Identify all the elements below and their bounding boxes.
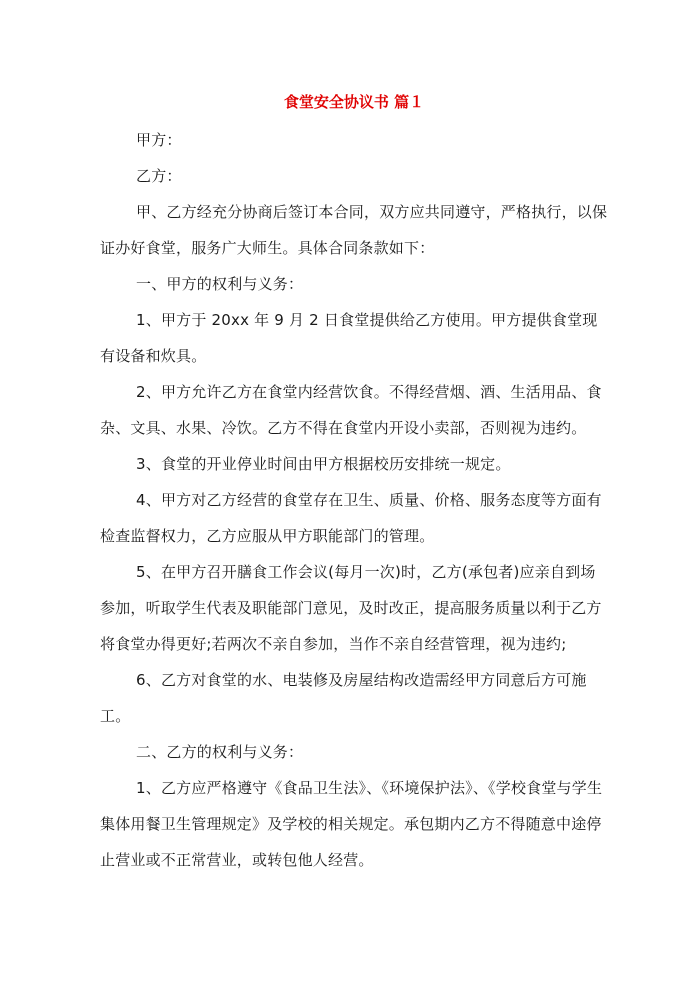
preamble-paragraph: 甲、乙方经充分协商后签订本合同，双方应共同遵守，严格执行，以保证办好食堂，服务广大师生。具体合同条款如下： bbox=[100, 203, 608, 257]
document-title: 食堂安全协议书 篇１ bbox=[283, 93, 425, 111]
clause-b-1: 1、乙方应严格遵守《食品卫生法》、《环境保护法》、《学校食堂与学生集体用餐卫生管理规定》及学校的相关规定。承包期内乙方不得随意中途停止营业或不正常营业，或转包他人经营。 bbox=[100, 779, 603, 869]
clause-a-3: 3、食堂的开业停业时间由甲方根据校历安排统一规定。 bbox=[136, 455, 511, 473]
section-heading-party-b: 二、乙方的权利与义务： bbox=[136, 743, 304, 761]
section-heading-party-a: 一、甲方的权利与义务： bbox=[136, 275, 304, 293]
clause-a-2: 2、甲方允许乙方在食堂内经营饮食。不得经营烟、酒、生活用品、食杂、文具、水果、冷饮。乙方不得在食堂内开设小卖部，否则视为违约。 bbox=[100, 383, 602, 437]
party-a-line: 甲方： bbox=[136, 131, 182, 149]
clause-a-1: 1、甲方于 20xx 年 9 月 2 日食堂提供给乙方使用。甲方提供食堂现有设备和炊具。 bbox=[100, 311, 598, 365]
clause-a-6: 6、乙方对食堂的水、电装修及房屋结构改造需经甲方同意后方可施工。 bbox=[100, 671, 587, 725]
clause-a-4: 4、甲方对乙方经营的食堂存在卫生、质量、价格、服务态度等方面有检查监督权力，乙方应服从甲方职能部门的管理。 bbox=[100, 491, 602, 545]
party-b-line: 乙方： bbox=[136, 167, 182, 185]
clause-a-5: 5、在甲方召开膳食工作会议(每月一次)时，乙方(承包者)应亲自到场参加，听取学生代表及职能部门意见，及时改正，提高服务质量以利于乙方将食堂办得更好;若两次不亲自参加，当作不亲自经营管理，视为违约; bbox=[100, 563, 602, 653]
